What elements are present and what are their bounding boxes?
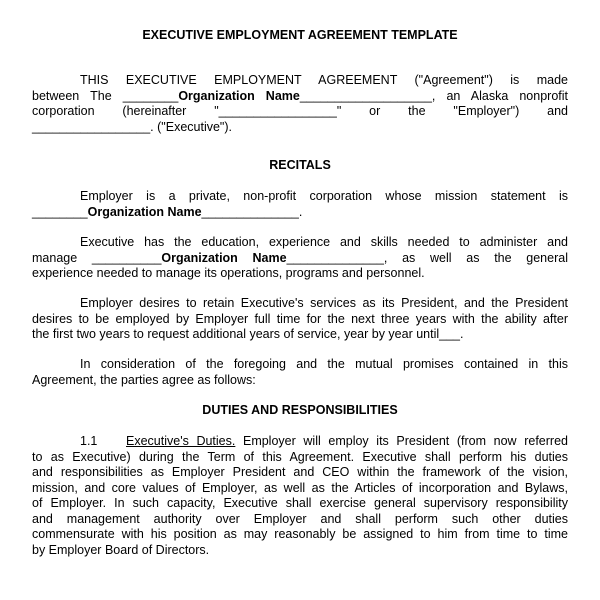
recital-paragraph-3 bbox=[32, 296, 568, 343]
recital-line: Employer is a private, non-profit corporation whose mission statement is bbox=[80, 189, 568, 203]
organization-name: Organization Name bbox=[178, 88, 300, 103]
intro-line: corporation (hereinafter "_________________" or the "Employer") and bbox=[32, 104, 568, 118]
recital-paragraph-2 bbox=[32, 235, 568, 282]
recital-line: desires to be employed by Employer full time for the next three years with the ability after bbox=[32, 311, 568, 326]
recital-line: Employer desires to retain Executive's services as its President, and the President bbox=[80, 296, 568, 310]
recital-paragraph-4 bbox=[32, 357, 568, 388]
section-number: 1.1 bbox=[80, 434, 98, 448]
duties-heading: DUTIES AND RESPONSIBILITIES bbox=[202, 403, 398, 417]
section-1-1 bbox=[32, 434, 568, 558]
section-line: commensurate with his position as may reasonably be assigned to him from time to time bbox=[32, 527, 568, 541]
recital-line: manage __________Organization Name______________, as well as the general bbox=[32, 250, 568, 265]
recital-line: Agreement, the parties agree as follows: bbox=[32, 372, 256, 387]
recital-line: ________Organization Name______________. bbox=[32, 204, 303, 219]
section-line: of Employer. In such capacity, Executive shall exercise general supervisory responsibility bbox=[32, 496, 568, 510]
section-line: to as Executive) during the Term of this Agreement. Executive shall perform his duties bbox=[32, 449, 568, 464]
recital-line: the first two years to request additional years of service, year by year until___. bbox=[32, 327, 464, 341]
intro-paragraph bbox=[32, 73, 568, 135]
document-title: EXECUTIVE EMPLOYMENT AGREEMENT TEMPLATE bbox=[142, 28, 458, 42]
intro-line: _________________. ("Executive"). bbox=[32, 119, 232, 134]
recital-line: In consideration of the foregoing and the mutual promises contained in this bbox=[80, 357, 568, 371]
intro-line: THIS EXECUTIVE EMPLOYMENT AGREEMENT ("Agreement") is made bbox=[80, 73, 568, 87]
section-caption: Executive's Duties. bbox=[126, 434, 236, 448]
recital-paragraph-1 bbox=[32, 189, 568, 220]
section-line: 1.1 Executive's Duties. Employer will employ its President (from now referred bbox=[80, 434, 568, 448]
recital-line: Executive has the education, experience and skills needed to administer and bbox=[80, 235, 568, 249]
recital-line: experience needed to manage its operations, programs and personnel. bbox=[32, 266, 425, 280]
section-line: by Employer Board of Directors. bbox=[32, 542, 210, 557]
section-line: mission, and core values of Employer, as well as the Articles of incorporation and Bylaws, bbox=[32, 480, 568, 495]
organization-name: Organization Name bbox=[87, 204, 202, 219]
section-line: and responsibilities as Employer President and CEO within the framework of the vision, bbox=[32, 465, 568, 479]
organization-name: Organization Name bbox=[161, 250, 287, 265]
section-line: and management authority over Employer and shall perform such other duties bbox=[32, 511, 568, 526]
recitals-heading: RECITALS bbox=[269, 158, 331, 172]
intro-line: between The ________Organization Name___________________, an Alaska nonprofit bbox=[32, 88, 568, 103]
